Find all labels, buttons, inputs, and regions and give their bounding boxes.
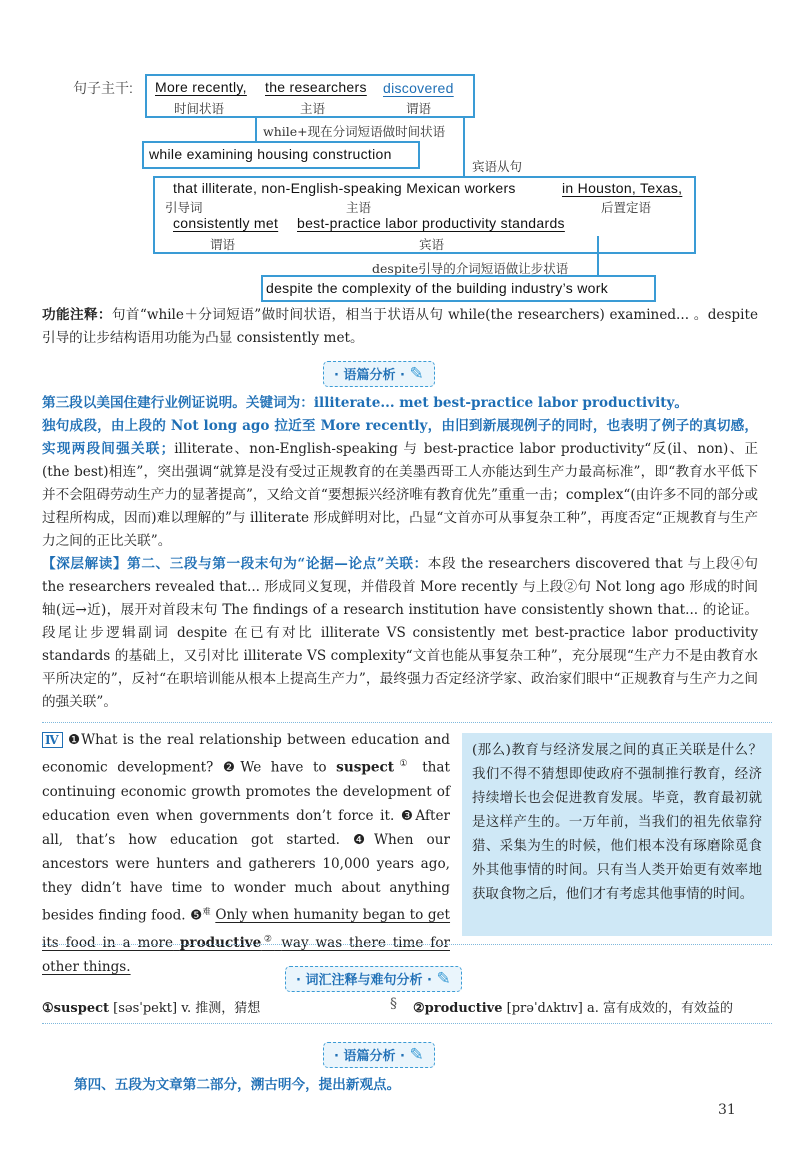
function-note-text: 句首“while＋分词短语”做时间状语，相当于状语从句 while(the researchers) examined... 。despite 引导的让步结构语用功能为凸显 consistently met。 [42,307,758,346]
while-phrase: while examining housing construction [149,146,392,162]
despite-phrase: despite the complexity of the building industry’s work [266,280,609,296]
despite-note: despite引导的介词短语做让步状语 [372,261,569,276]
while-connector [255,118,257,142]
clause-verb: consistently met [173,215,279,231]
role-conj: 引导词 [165,200,203,215]
main-adverbial-role: 时间状语 [174,101,225,116]
clause-object: best-practice labor productivity standards [297,215,565,231]
pen-icon: ✎ [409,364,424,384]
separator-icon: § [390,996,397,1012]
pen-icon: ✎ [409,1045,424,1065]
keyword-suspect[interactable]: suspect [336,759,395,776]
page-number: 31 [718,1102,736,1118]
analysis-heading: 第三段以美国住建行业例证说明。关键词为：illiterate... met best-practice labor productivity。 [42,395,689,411]
discourse-analysis-badge-2: · 语篇分析 · ✎ [323,1042,435,1068]
divider [42,722,772,723]
clause-location: in Houston, Texas, [562,180,683,196]
divider [42,944,772,945]
despite-connector [597,236,599,276]
role-obj: 宾语 [419,237,445,252]
clause-line1: that illiterate, non-English-speaking Mexican workers [173,180,516,196]
function-note-title: 功能注释： [42,307,112,323]
paragraph-number: Ⅳ [42,732,63,748]
divider [42,1023,772,1024]
while-note: while+现在分词短语做时间状语 [263,124,446,139]
main-subject: the researchers [265,79,367,95]
reading-passage: Ⅳ ❶What is the real relationship between education and economic development? ❷We have to suspect① that continuing economic growth promotes the development of education even when governments don’t force it. ❸After all, that’s how education got started. ❹When our ancestors were hunters and gatherers 10,000 years ago, they didn’t have time to wonder much about anything besides finding food. ❺$^难$ Only when humanity began to get its food in a more productive② way was there time for other things. [42,732,451,975]
object-connector [463,118,465,176]
main-verb: discovered [383,80,454,96]
vocabulary-badge: · 词汇注释与难句分析 · ✎ [285,966,462,992]
diagram-label: 句子主干: [73,80,133,96]
role-subj: 主语 [346,200,372,215]
vocab-entry-productive: ②productive [prəˈdʌktɪv] a. 富有成效的，有效益的 [413,1001,734,1016]
object-clause-note: 宾语从句 [472,159,523,174]
main-verb-role: 谓语 [406,101,432,116]
function-note [42,304,758,350]
translation-box: (那么)教育与经济发展之间的真正关联是什么？我们不得不猜想即使政府不强制推行教育，经济持续增长也会促进教育发展。毕竟，教育最初就是这样产生的。一万年前，当我们的祖先依靠狩猎、采集为生的时候，他们根本没有琢磨除觅食外其他事情的时间。只有当人类开始更有效率地获取食物之后，他们才有考虑其他事情的时间。 [462,733,772,936]
role-post: 后置定语 [601,200,652,215]
discourse-analysis-badge: · 语篇分析 · ✎ [323,361,435,387]
main-adverbial: More recently, [155,79,247,95]
pen-icon: ✎ [436,969,451,989]
role-pred: 谓语 [210,237,236,252]
analysis-paragraph-2: 【深层解读】第二、三段与第一段末句为“论据—论点”关联：本段 the researchers discovered that 与上段④句 the researchers revealed that... 形成同义复现，并借段首 More recently 与上段②句 Not long ago 形成的时间轴(远→近)，展开对首段末句 The findings of a research institution have consistently shown that... 的论证。段尾让步逻辑副词 despite 在已有对比 illiterate VS consistently met best-practice labor productivity standards 的基础上，又引对比 illiterate VS complexity“文首也能从事复杂工种”，充分展现“生产力不是由教育水平所决定的”，反衬“在职培训能从根本上提高生产力”，最终强力否定经济学家、政治家们眼中“正规教育与生产力之间的强关联”。 [42,556,758,710]
difficult-sentence: Only when humanity began to get its food in a more productive② way was there time for other things. [42,907,451,975]
keyword-productive[interactable]: productive [179,934,262,951]
analysis2-text: 第四、五段为文章第二部分，溯古明今，提出新观点。 [74,1077,401,1093]
vocab-entry-suspect: ①suspect [səsˈpekt] v. 推测，猜想 [42,1001,261,1016]
analysis-paragraph-1: 独句成段，由上段的 Not long ago 拉近至 More recently，由旧到新展现例子的同时，也表明了例子的真切感，实现两段间强关联；illiterate、non-English-speaking 与 best-practice labor productivity“反(il、non)、正(the best)相连”，突出强调“就算是没有受过正规教育的在美墨西哥工人亦能达到生产力最高标准”，即“教育水平低下并不会阻碍劳动生产力的显著提高”，又给文首“要想振兴经济唯有教育优先”重重一击；complex“(由许多不同的部分或过程所构成，因而)难以理解的”与 illiterate 形成鲜明对比，凸显“文首亦可从事复杂工种”，再度否定“正规教育与生产力之间的正比关联”。 [42,418,759,549]
main-subject-role: 主语 [300,101,326,116]
